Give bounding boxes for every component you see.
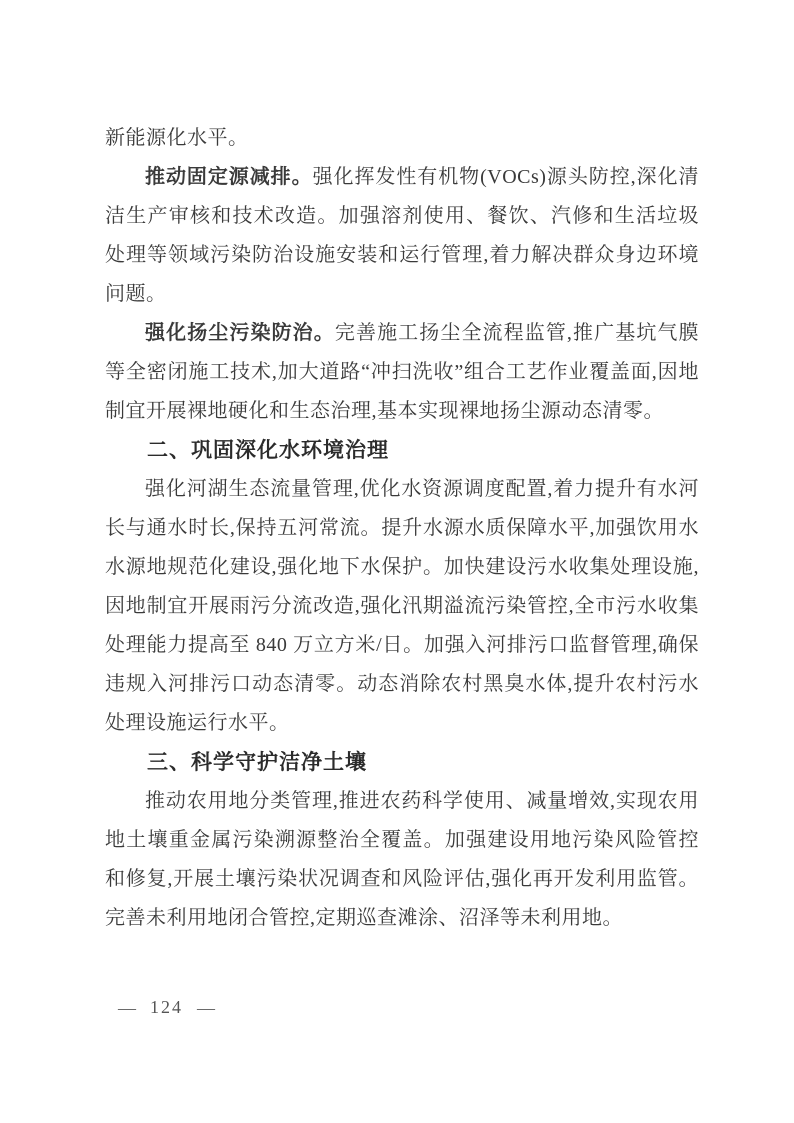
page-footer <box>118 997 215 1018</box>
section-heading: 三、科学守护洁净土壤 <box>147 751 367 774</box>
paragraph-lead: 推动固定源减排。 <box>145 166 313 188</box>
footer-dash-left: — <box>118 997 136 1018</box>
body-paragraph: 强化扬尘污染防治。完善施工扬尘全流程监管,推广基坑气膜等全密闭施工技术,加大道路“冲扫洗收”组合工艺作业覆盖面,因地制宜开展裸地硬化和生态治理,基本实现裸地扬尘源动态清零。 <box>105 322 700 422</box>
body-paragraph: 强化河湖生态流量管理,优化水资源调度配置,着力提升有水河长与通水时长,保持五河常流。提升水源水质保障水平,加强饮用水水源地规范化建设,强化地下水保护。加快建设污水收集处理设施,因地制宜开展雨污分流改造,强化汛期溢流污染管控,全市污水收集处理能力提高至 840 万立方米/日。加强入河排污口监督管理,确保违规入河排污口动态清零。动态消除农村黑臭水体,提升农村污水处理设施运行水平。 <box>105 478 699 734</box>
document-content <box>105 119 699 938</box>
paragraph-lead: 强化扬尘污染防治。 <box>145 322 335 344</box>
footer-dash-right: — <box>197 997 215 1018</box>
body-paragraph: 新能源化水平。 <box>105 127 249 149</box>
page-number: 124 <box>150 997 183 1017</box>
body-paragraph: 推动农用地分类管理,推进农药科学使用、减量增效,实现农用地土壤重金属污染溯源整治全覆盖。加强建设用地污染风险管控和修复,开展土壤污染状况调查和风险评估,强化再开发利用监管。完善未利用地闭合管控,定期巡查滩涂、沼泽等未利用地。 <box>105 790 699 929</box>
section-heading: 二、巩固深化水环境治理 <box>147 439 389 462</box>
body-paragraph: 推动固定源减排。强化挥发性有机物(VOCs)源头防控,深化清洁生产审核和技术改造。加强溶剂使用、餐饮、汽修和生活垃圾处理等领域污染防治设施安装和运行管理,着力解决群众身边环境问题。 <box>105 166 699 305</box>
